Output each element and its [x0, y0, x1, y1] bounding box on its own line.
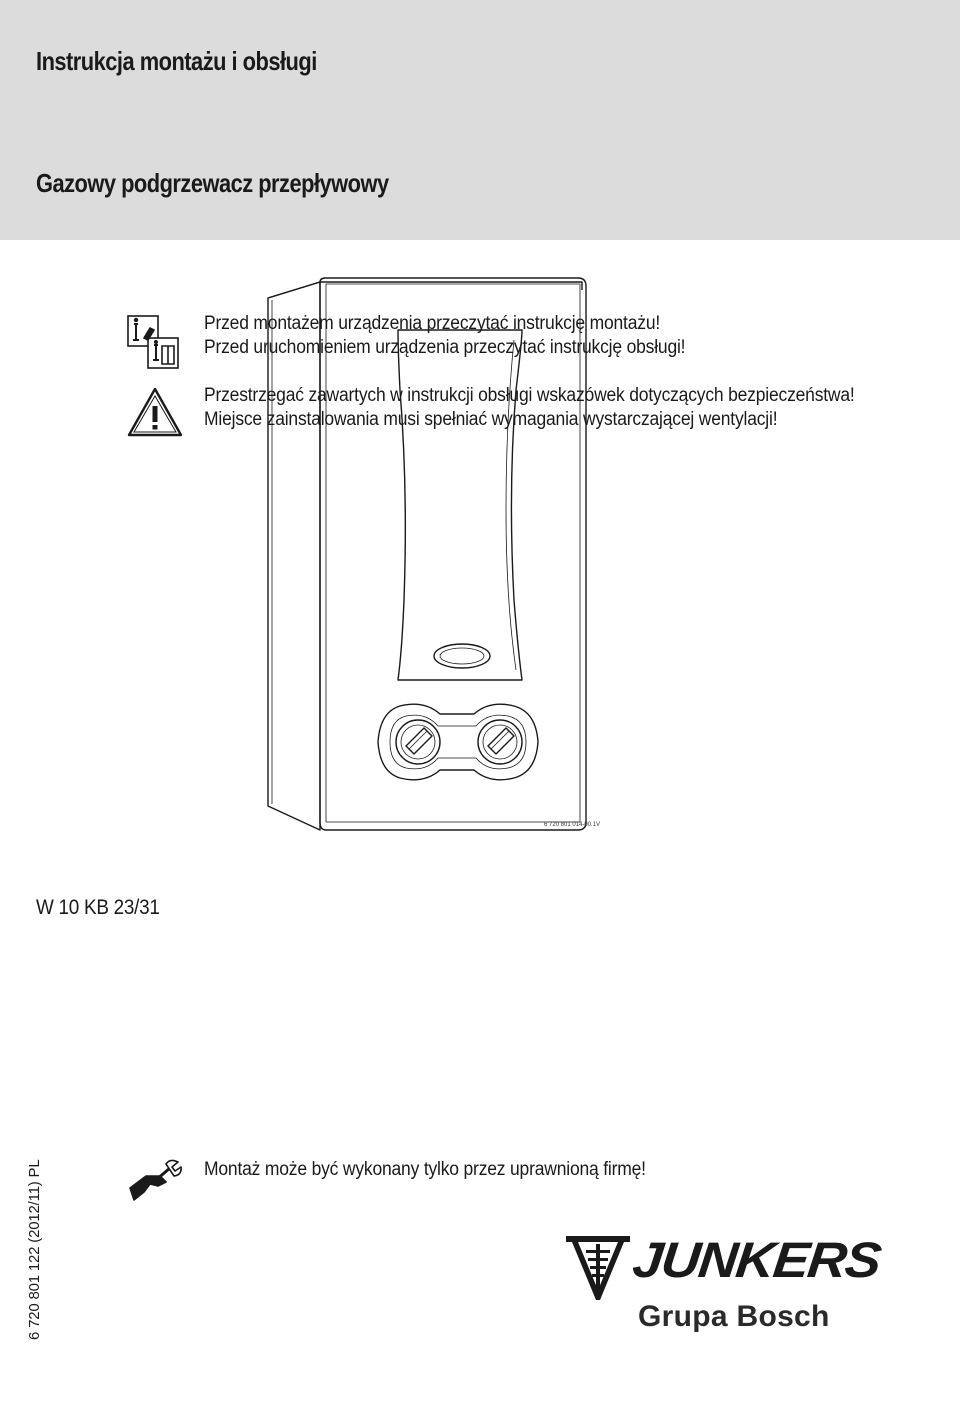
notice-read-manuals	[204, 312, 685, 360]
notice-line: Montaż może być wykonany tylko przez uprawnioną firmę!	[204, 1159, 646, 1180]
figure-code: 6 720 801 014-00.1V	[544, 822, 600, 828]
notice-line: Przestrzegać zawartych w instrukcji obsługi wskazówek dotyczących bezpieczeństwa!	[204, 385, 855, 406]
header-band	[0, 0, 960, 240]
warning-triangle-icon	[126, 386, 184, 438]
notice-safety	[204, 384, 855, 432]
notice-line: Przed uruchomieniem urządzenia przeczytać instrukcję obsługi!	[204, 337, 686, 358]
gas-control-knob	[396, 720, 440, 764]
document-subtitle: Gazowy podgrzewacz przepływowy	[36, 168, 389, 198]
control-panel	[378, 704, 538, 780]
brand-group: Grupa Bosch	[638, 1300, 830, 1333]
casing-side-panel	[268, 282, 320, 830]
notice-line: Miejsce zainstalowania musi spełniać wymagania wystarczającej wentylacji!	[204, 409, 778, 430]
water-control-knob	[478, 720, 522, 764]
notice-line: Przed montażem urządzenia przeczytać instrukcję montażu!	[204, 313, 661, 334]
document-number: 6 720 801 122 (2012/11) PL	[26, 1159, 43, 1340]
document-title: Instrukcja montażu i obsługi	[36, 46, 317, 76]
display-window	[398, 330, 522, 680]
casing-front-panel	[320, 278, 586, 830]
notice-authorized-installer	[204, 1158, 646, 1182]
info-manuals-icon	[126, 314, 182, 372]
model-name: W 10 KB 23/31	[36, 896, 160, 919]
junkers-logo-icon	[566, 1236, 630, 1302]
wrench-hand-icon	[126, 1158, 184, 1204]
brand-name: JUNKERS	[629, 1232, 883, 1288]
